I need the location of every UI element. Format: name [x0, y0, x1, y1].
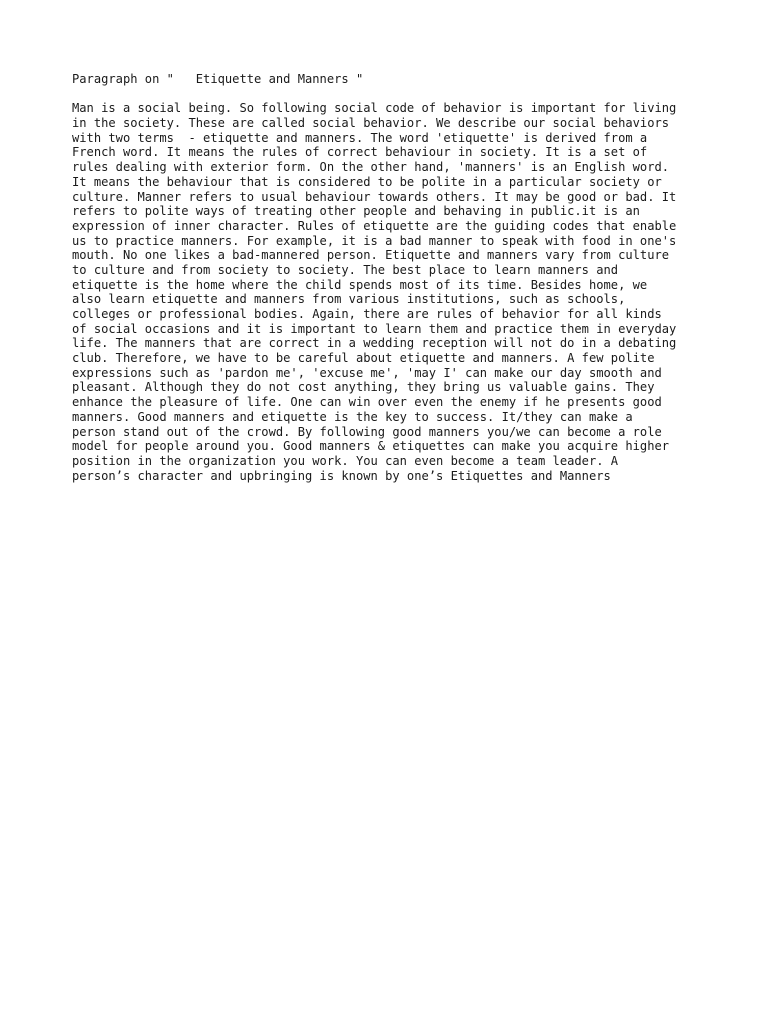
paragraph-line: person’s character and upbringing is known by one’s Etiquettes and Manners — [72, 468, 611, 483]
paragraph-line: to culture and from society to society. The best place to learn manners and — [72, 262, 619, 277]
paragraph-line: pleasant. Although they do not cost anything, they bring us valuable gains. They — [72, 380, 655, 395]
paragraph-line: of social occasions and it is important to learn them and practice them in everyday — [72, 321, 677, 336]
paragraph-line: in the society. These are called social behavior. We describe our social behaviors — [72, 116, 670, 131]
paragraph-line: enhance the pleasure of life. One can win over even the enemy if he presents good — [72, 395, 662, 410]
paragraph-line: club. Therefore, we have to be careful about etiquette and manners. A few polite — [72, 351, 655, 366]
paragraph-line: with two terms - etiquette and manners. The word 'etiquette' is derived from a — [72, 130, 648, 145]
paragraph-line: model for people around you. Good manners & etiquettes can make you acquire higher — [72, 439, 670, 454]
paragraph-line: expressions such as 'pardon me', 'excuse me', 'may I' can make our day smooth and — [72, 365, 662, 380]
paragraph-line: position in the organization you work. You can even become a team leader. A — [72, 453, 619, 468]
paragraph-line: French word. It means the rules of correct behaviour in society. It is a set of — [72, 145, 648, 160]
paragraph-line: manners. Good manners and etiquette is the key to success. It/they can make a — [72, 409, 633, 424]
paragraph-line: rules dealing with exterior form. On the other hand, 'manners' is an English word. — [72, 160, 670, 175]
paragraph-line: etiquette is the home where the child spends most of its time. Besides home, we — [72, 277, 648, 292]
paragraph-line: life. The manners that are correct in a wedding reception will not do in a debating — [72, 336, 677, 351]
paragraph-line: us to practice manners. For example, it is a bad manner to speak with food in one's — [72, 233, 677, 248]
paragraph-line: It means the behaviour that is considered to be polite in a particular society or — [72, 174, 662, 189]
paragraph-line: person stand out of the crowd. By following good manners you/we can become a role — [72, 424, 662, 439]
paragraph-line: expression of inner character. Rules of etiquette are the guiding codes that enable — [72, 218, 677, 233]
paragraph-line: refers to polite ways of treating other people and behaving in public.it is an — [72, 204, 640, 219]
paragraph-line: Man is a social being. So following social code of behavior is important for living — [72, 101, 677, 116]
paragraph-line: culture. Manner refers to usual behaviour towards others. It may be good or bad. It — [72, 189, 677, 204]
paragraph-line: mouth. No one likes a bad-mannered person. Etiquette and manners vary from culture — [72, 248, 670, 263]
paragraph-line: colleges or professional bodies. Again, there are rules of behavior for all kinds — [72, 307, 662, 322]
paragraph-body — [72, 101, 712, 483]
paragraph-line: also learn etiquette and manners from various institutions, such as schools, — [72, 292, 626, 307]
document-title: Paragraph on " Etiquette and Manners " — [72, 72, 364, 86]
text-block — [72, 72, 712, 483]
